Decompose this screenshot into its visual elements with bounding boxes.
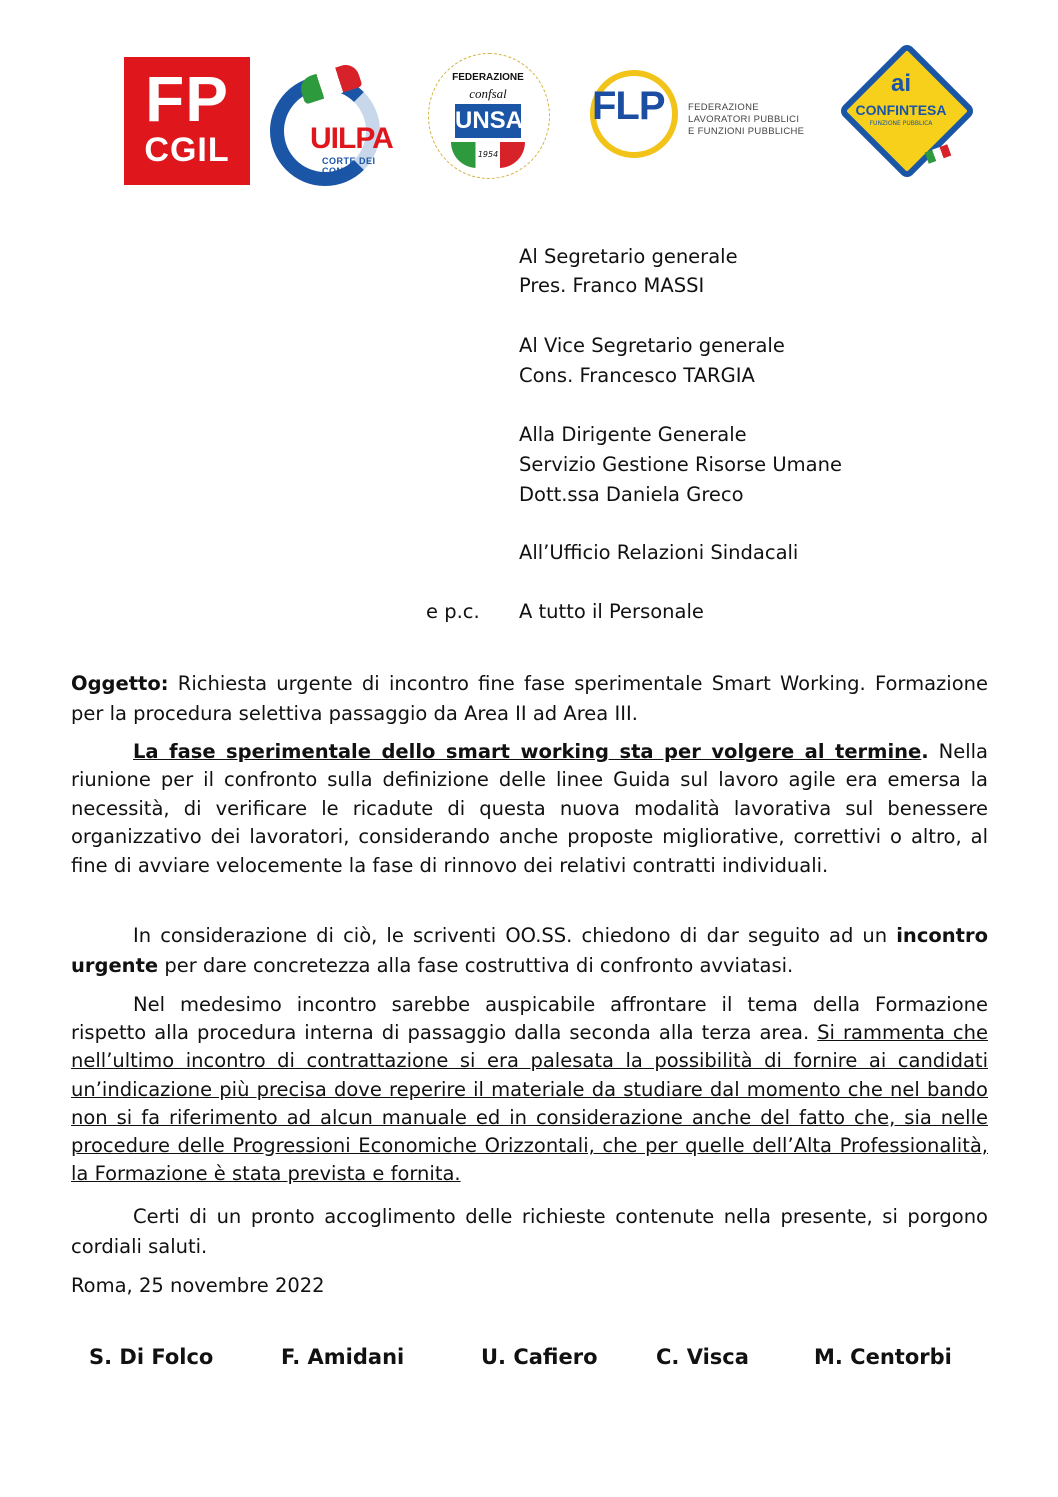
confintesa-logo-mark: ai bbox=[890, 70, 911, 97]
subject-label: Oggetto: bbox=[71, 672, 169, 695]
confintesa-logo-sub: FUNZIONE PUBBLICA bbox=[869, 120, 933, 127]
flp-logo-name: FLP bbox=[592, 84, 665, 128]
uilpa-logo-name: UILPA bbox=[310, 122, 393, 155]
fp-cgil-logo bbox=[124, 57, 250, 185]
fp-cgil-logo-fp: FP bbox=[145, 63, 229, 135]
recipient-1-line-1: Al Segretario generale bbox=[519, 245, 738, 268]
recipient-3-line-2: Servizio Gestione Risorse Umane bbox=[519, 453, 842, 476]
recipient-2-line-1: Al Vice Segretario generale bbox=[519, 334, 785, 357]
confintesa-logo bbox=[836, 52, 966, 172]
unsa-logo-confsal: confsal bbox=[469, 86, 507, 101]
signature-5: M. Centorbi bbox=[814, 1345, 952, 1369]
unsa-logo-federazione: FEDERAZIONE bbox=[452, 72, 524, 83]
signature-1: S. Di Folco bbox=[89, 1345, 214, 1369]
paragraph-1-text: Nella riunione per il confronto sulla definizione delle linee Guida sul lavoro agile era emersa la necessità, di verificare le ricadute di questa nuova modalità lavorativa sul benessere organizzativo dei lavoratori, considerando anche proposte migliorative, correttivi o altro, al fine di avviare velocemente la fase di rinnovo dei relativi contratti individuali. bbox=[71, 740, 988, 877]
unsa-logo-name: UNSA bbox=[455, 104, 521, 138]
unsa-logo bbox=[425, 50, 551, 180]
paragraph-4: Certi di un pronto accoglimento delle richieste contenute nella presente, si porgono cordiali saluti. bbox=[71, 1205, 988, 1258]
signature-2: F. Amidani bbox=[281, 1345, 405, 1369]
flp-logo-desc: FEDERAZIONE LAVORATORI PUBBLICI E FUNZIONI PUBBLICHE bbox=[688, 102, 805, 137]
recipient-3-line-3: Dott.ssa Daniela Greco bbox=[519, 483, 744, 506]
recipient-2-line-2: Cons. Francesco TARGIA bbox=[519, 364, 755, 387]
uilpa-logo bbox=[270, 70, 400, 188]
uilpa-logo-sub: CORTE DEI CONTI bbox=[322, 156, 376, 176]
recipient-4-line-1: All’Ufficio Relazioni Sindacali bbox=[519, 541, 799, 564]
recipient-1-line-2: Pres. Franco MASSI bbox=[519, 274, 705, 297]
paragraph-1-headline: La fase sperimentale dello smart working sta per volgere al termine bbox=[133, 740, 922, 763]
epc-label: e p.c. bbox=[426, 600, 480, 623]
paragraph-2: In considerazione di ciò, le scriventi OO.SS. chiedono di dar seguito ad un incontro urgente per dare concretezza alla fase costruttiva di confronto avviatasi. bbox=[71, 924, 988, 977]
paragraph-2-emphasis: incontro urgente bbox=[71, 924, 988, 977]
subject bbox=[71, 669, 988, 728]
recipient-3-line-1: Alla Dirigente Generale bbox=[519, 423, 747, 446]
paragraph-3-underlined: Si rammenta che nell’ultimo incontro di contrattazione si era palesata la possibilità di fornire ai candidati un’indicazione più precisa dove reperire il materiale da studiare dal momento che nel bando non si fa riferimento ad alcun manuale ed in considerazione anche del fatto che, sia nelle procedure delle Progressioni Economiche Orizzontali, che per quelle dell’Alta Professionalità, la Formazione è stata prevista e fornita. bbox=[71, 1021, 988, 1186]
unsa-logo-year: 1954 bbox=[477, 150, 499, 159]
signature-4: C. Visca bbox=[656, 1345, 749, 1369]
epc-recipient: A tutto il Personale bbox=[519, 600, 704, 623]
flp-logo bbox=[588, 68, 808, 163]
fp-cgil-logo-cgil: CGIL bbox=[144, 131, 230, 169]
subject-text: Richiesta urgente di incontro fine fase sperimentale Smart Working. Formazione per la procedura selettiva passaggio da Area II ad Area III. bbox=[71, 672, 988, 725]
date-line: Roma, 25 novembre 2022 bbox=[71, 1274, 325, 1297]
paragraph-1: La fase sperimentale dello smart working sta per volgere al termine. Nella riunione per il confronto sulla definizione delle linee Guida sul lavoro agile era emersa la necessità, di verificare le ricadute di questa nuova modalità lavorativa sul benessere organizzativo dei lavoratori, considerando anche proposte migliorative, correttivi o altro, al fine di avviare velocemente la fase di rinnovo dei relativi contratti individuali. bbox=[71, 740, 988, 877]
confintesa-logo-name: CONFINTESA bbox=[855, 102, 947, 118]
paragraph-3: Nel medesimo incontro sarebbe auspicabile affrontare il tema della Formazione rispetto alla procedura interna di passaggio dalla seconda alla terza area. Si rammenta che nell’ultimo incontro di contrattazione si era palesata la possibilità di fornire ai candidati un’indicazione più precisa dove reperire il materiale da studiare dal momento che nel bando non si fa riferimento ad alcun manuale ed in considerazione anche del fatto che, sia nelle procedure delle Progressioni Economiche Orizzontali, che per quelle dell’Alta Professionalità, la Formazione è stata prevista e fornita. bbox=[71, 993, 988, 1186]
signature-3: U. Cafiero bbox=[481, 1345, 598, 1369]
